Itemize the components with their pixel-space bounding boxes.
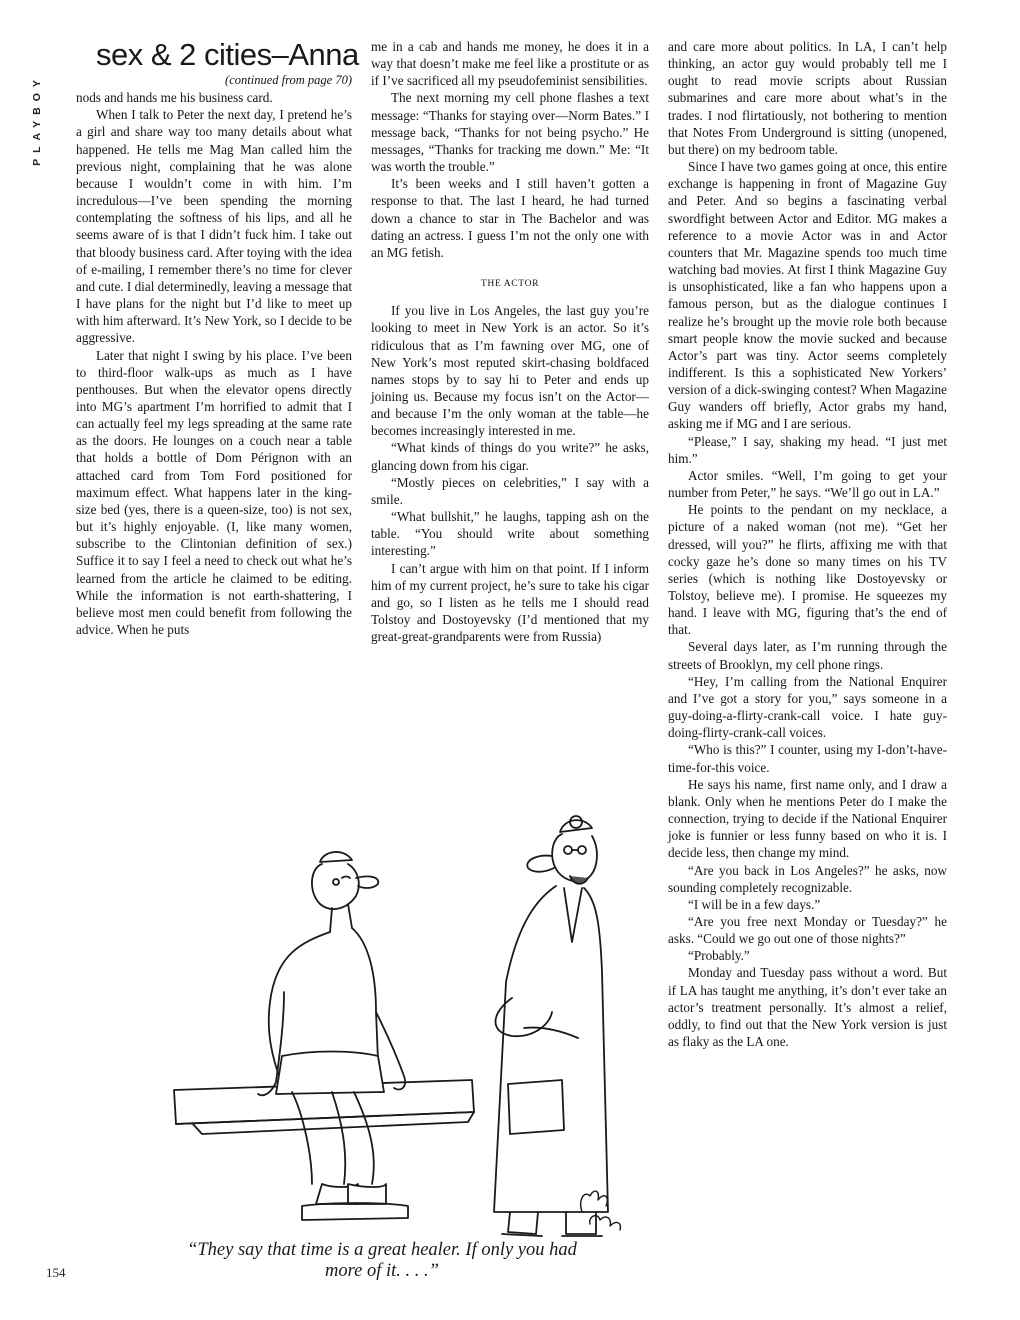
- body-paragraph: “Who is this?” I counter, using my I-don’t-have-time-for-this voice.: [668, 742, 947, 775]
- body-paragraph: It’s been weeks and I still haven’t gotten a response to that. The last I heard, he had turned down a chance to star in The Bachelor and was dating an actress. I guess I’m not the only one with an MG fetish.: [371, 176, 649, 260]
- body-paragraph: “Please,” I say, shaking my head. “I just met him.”: [668, 433, 947, 466]
- body-paragraph: When I talk to Peter the next day, I pretend he’s a girl and share way too many details about what happened. He tells me Mag Man called him the previous night, complaining that he was alone because I wouldn’t come in with him. I’m incredulous—I’ve been spending the morning contemplating the softness of his lips, and all he seems aware of is that I didn’t fuck him. I take out that bloody business card. After toying with the idea of e-mailing, I remember there’s no time for clever and cute. I dial determinedly, leaving a message that I have plans for the night but I’d like to meet up with him afterward. It’s New York, so I decide to be aggressive.: [76, 107, 352, 346]
- body-paragraph: Later that night I swing by his place. I’ve been to third-floor walk-ups as much as I have penthouses. But when the elevator opens directly into MG’s apartment I’m horrified to admit that I can actually feel my legs spreading at the same rate as the doors. He lounges on a couch near a table that holds a bottle of Dom Pérignon with an attached card from Tom Ford positioned for maximum effect. What happens later in the king-size bed (yes, there is a queen-size, too) is not sex, but it’s highly enjoyable. (I, like many women, subscribe to the Clintonian definition of sex.) Suffice it to say I feel a need to check out what he’s learned from the article he claimed to be editing. While the information is not earth-shattering, I believe most men could benefit from following the advice. When he puts: [76, 347, 352, 637]
- article-column-1: [76, 37, 359, 638]
- cartoon-caption: [112, 1240, 652, 1282]
- doctor-figure: [494, 816, 608, 1236]
- body-paragraph: “Mostly pieces on celebrities,” I say with a smile.: [371, 474, 649, 507]
- body-paragraph: Since I have two games going at once, this entire exchange is happening in front of Magazine Guy and Peter. And so begins a fascinating verbal swordfight between Actor and Editor. MG makes a reference to a movie Actor was in and Actor counters that Mr. Magazine spends too much time watching bad movies. At first I think Magazine Guy is unsophisticated, like a fan who happens upon a famous person, but as the dialogue continues I realize he’s brought up the movie role both because smart people know the movie sucked and because Actor’s part was tiny. Actor seems completely indifferent. Is this a sophisticated New Yorkers’ version of a dick-swinging contest? When Magazine Guy wanders off briefly, Actor grabs my hand, asking me if MG and I are serious.: [668, 159, 947, 432]
- body-paragraph: “Are you back in Los Angeles?” he asks, now sounding completely recognizable.: [668, 862, 947, 895]
- body-paragraph: Actor smiles. “Well, I’m going to get your number from Peter,” he says. “We’ll go out in LA.”: [668, 467, 947, 501]
- continued-from-note: (continued from page 70): [225, 73, 352, 87]
- body-paragraph: The next morning my cell phone flashes a text message: “Thanks for staying over—Norm Bates.” I message back, “Thanks for not being psycho.” He messages, “Thanks for tracking me down.” Me: “It was worth the trouble.”: [371, 90, 649, 175]
- seated-patient-figure: [258, 852, 408, 1220]
- body-paragraph: He points to the pendant on my necklace, a picture of a naked woman (not me). “Get her dressed, will you?” he flirts, affixing me with that cocky gaze he’s done so many times on his TV series (which is nothing like Dostoyevsky or Tolstoy, believe me). I promise. He squeezes my hand. I leave with MG, figuring that’s the end of that.: [668, 502, 947, 638]
- caption-line: “They say that time is a great healer. If only you had: [187, 1240, 577, 1260]
- body-paragraph: and care more about politics. In LA, I can’t help thinking, an actor guy would probably tell me I ought to read movie scripts about Russian submarines and care more about what’s in the trades. I nod flirtatiously, not bothering to mention that Notes From Underground is sitting (unopened, but there) on my bedroom table.: [668, 39, 947, 157]
- page-number: 154: [46, 1265, 66, 1280]
- section-subhead: THE ACTOR: [480, 278, 540, 290]
- magazine-name: PLAYBOY: [31, 74, 44, 166]
- body-paragraph: I can’t argue with him on that point. If I inform him of my current project, he’s sure to take his cigar and go, so I listen as he tells me I should read Tolstoy and Dostoyevsky (I’d mentioned that my great-great-grandparents were from Russia): [371, 560, 649, 645]
- body-paragraph: “I will be in a few days.”: [688, 896, 821, 912]
- body-paragraph: “Are you free next Monday or Tuesday?” he asks. “Could we go out one of those nights?”: [668, 913, 947, 947]
- cartoon-illustration: [172, 792, 692, 1246]
- article-column-2: [371, 38, 649, 645]
- body-paragraph: nods and hands me his business card.: [76, 90, 273, 106]
- article-title: sex & 2 cities–Anna: [96, 37, 359, 72]
- body-paragraph: me in a cab and hands me money, he does it in a way that doesn’t make me feel like a prostitute or as if I’ve sacrificed all my pseudofeminist sensibilities.: [371, 39, 649, 89]
- body-paragraph: “Probably.”: [688, 948, 750, 964]
- article-column-3: [668, 38, 947, 1050]
- body-paragraph: Monday and Tuesday pass without a word. But if LA has taught me anything, it’s don’t ever take an actor’s treatment personally. It’s almost a relief, oddly, to find out that the New York version is just as flaky as the LA one.: [668, 965, 947, 1050]
- body-paragraph: He says his name, first name only, and I draw a blank. Only when he mentions Peter do I make the connection, trying to decide if the National Enquirer joke is funnier or less funny based on who it is. I decide less, then change my mind.: [668, 776, 947, 861]
- caption-line: more of it. . . .”: [325, 1261, 439, 1281]
- body-paragraph: “Hey, I’m calling from the National Enquirer and I’ve got a story for you,” says someone in a guy-doing-a-flirty-crank-call voice. I hate guy-doing-flirty-crank-call voices.: [668, 673, 947, 741]
- magazine-folio: [26, 40, 48, 200]
- body-paragraph: If you live in Los Angeles, the last guy you’re looking to meet in New York is an actor. So it’s ridiculous that as I’m fawning over MG, one of New York’s most reputed skirt-chasing boldfaced names stops by to say hi to Peter and ends up joining us. Because my focus isn’t on the Actor—and because I’m the only woman at the table—he becomes increasingly interested in me.: [371, 303, 649, 439]
- body-paragraph: “What bullshit,” he laughs, tapping ash on the table. “You should write about something interesting.”: [371, 509, 649, 559]
- body-paragraph: “What kinds of things do you write?” he asks, glancing down from his cigar.: [371, 440, 649, 473]
- body-paragraph: Several days later, as I’m running through the streets of Brooklyn, my cell phone rings.: [668, 639, 947, 672]
